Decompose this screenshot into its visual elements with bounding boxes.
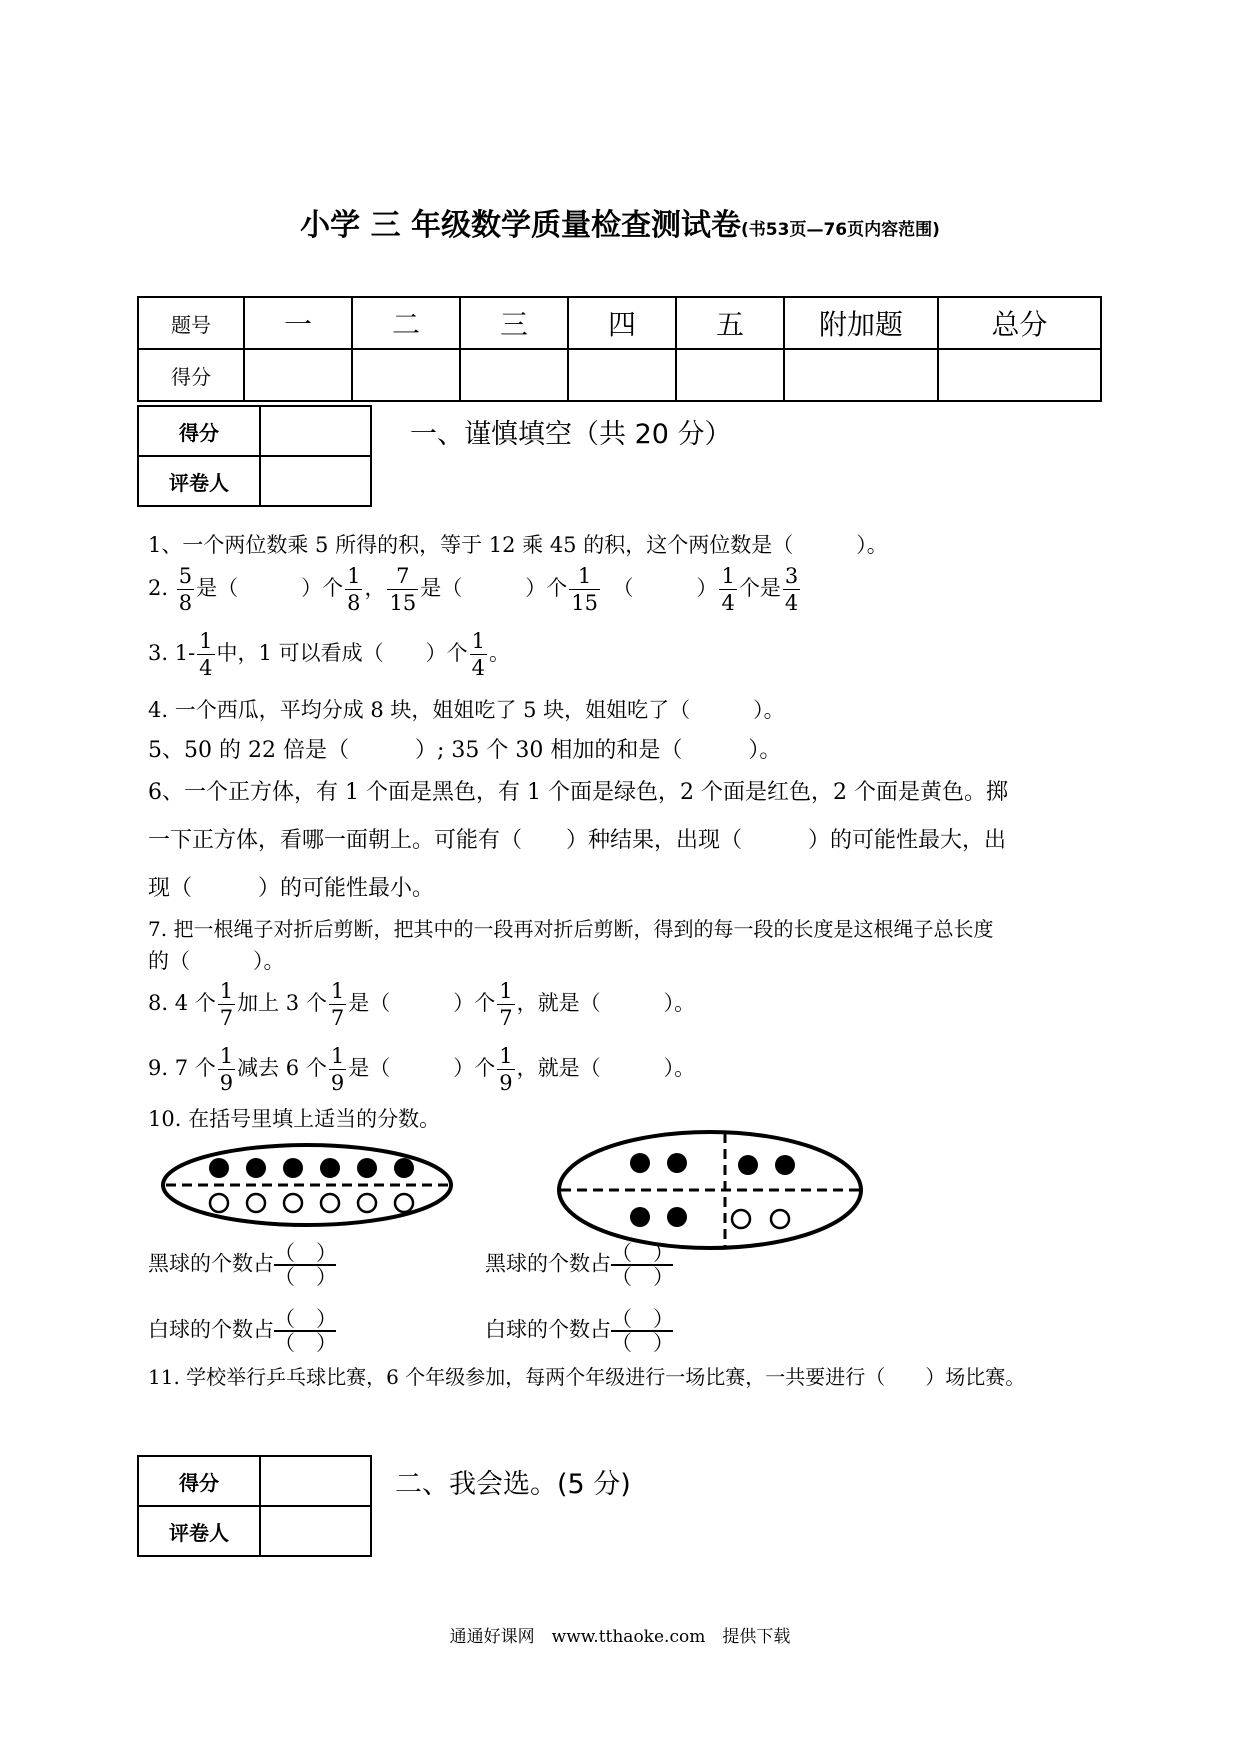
black-ball <box>394 1158 414 1178</box>
grader-name-cell[interactable] <box>260 456 371 506</box>
score-cell[interactable] <box>938 349 1101 401</box>
white-ball <box>358 1194 376 1212</box>
q10-black-right <box>485 1242 673 1288</box>
q9-text: 是（ ）个 <box>348 1056 496 1080</box>
question-8 <box>148 978 695 1031</box>
question-2 <box>148 563 802 616</box>
score-cell[interactable] <box>244 349 352 401</box>
black-ball <box>667 1207 687 1227</box>
grader-name-label: 评卷人 <box>138 456 260 506</box>
answer-fraction[interactable]: （ ） （ ） <box>611 1307 674 1355</box>
fraction: $\frac{5}{8}$ <box>178 564 193 615</box>
q2-text: ， <box>364 576 386 600</box>
question-5: 5、50 的 22 倍是（ ）; 35 个 30 相加的和是（ ）。 <box>148 738 782 763</box>
white-ball <box>395 1194 413 1212</box>
score-cell[interactable] <box>676 349 784 401</box>
q3-text: 。 <box>488 641 510 665</box>
question-6-line2: 一下正方体，看哪一面朝上。可能有（ ）种结果，出现（ ）的可能性最大，出 <box>148 828 1007 853</box>
q10-label: 黑球的个数占 <box>485 1251 611 1276</box>
black-ball <box>630 1207 650 1227</box>
grader-box-2 <box>137 1455 372 1557</box>
answer-fraction[interactable]: （ ） （ ） <box>274 1241 337 1289</box>
question-1: 1、一个两位数乘 5 所得的积，等于 12 乘 45 的积，这个两位数是（ ）。 <box>148 533 888 557</box>
section1-title: 一、谨慎填空（共 20 分） <box>410 419 732 450</box>
fraction: $\frac{1}{9}$ <box>499 1044 513 1095</box>
white-ball <box>321 1194 339 1212</box>
black-ball <box>630 1153 650 1173</box>
q9-text: ，就是（ ）。 <box>516 1056 696 1080</box>
black-ball <box>209 1158 229 1178</box>
question-6-line1: 6、一个正方体，有 1 个面是黑色，有 1 个面是绿色，2 个面是红色，2 个面是黄色。掷 <box>148 780 1008 805</box>
question-3 <box>148 628 510 681</box>
score-col-1: 一 <box>244 297 352 349</box>
q9-prefix: 9. 7 个 <box>148 1056 216 1080</box>
score-row-label-score: 得分 <box>138 349 244 401</box>
q10-label: 白球的个数占 <box>485 1317 611 1342</box>
q3-prefix: 3. 1- <box>148 641 196 665</box>
black-ball <box>357 1158 377 1178</box>
fraction: $\frac{1}{8}$ <box>347 564 361 615</box>
grader-score-cell[interactable] <box>260 406 371 456</box>
score-cell[interactable] <box>352 349 460 401</box>
grader-name-cell[interactable] <box>260 1506 371 1556</box>
black-ball <box>738 1155 758 1175</box>
grader-box-1 <box>137 405 372 507</box>
white-ball <box>284 1194 302 1212</box>
score-table <box>137 296 1102 402</box>
score-cell[interactable] <box>460 349 568 401</box>
q2-text: 个是 <box>738 576 781 600</box>
question-6-line3: 现（ ）的可能性最小。 <box>148 876 435 901</box>
fraction: $\frac{1}{4}$ <box>471 629 485 680</box>
score-col-3: 三 <box>460 297 568 349</box>
score-value-row <box>138 349 1101 401</box>
white-ball <box>247 1194 265 1212</box>
score-col-2: 二 <box>352 297 460 349</box>
q9-text: 减去 6 个 <box>237 1056 327 1080</box>
title-main: 小学 三 年级数学质量检查测试卷 <box>300 208 742 243</box>
fraction: $\frac{7}{15}$ <box>389 564 417 615</box>
score-col-total: 总分 <box>938 297 1101 349</box>
white-ball <box>210 1194 228 1212</box>
fraction: $\frac{3}{4}$ <box>784 564 799 615</box>
fraction: $\frac{1}{4}$ <box>721 564 735 615</box>
answer-fraction[interactable]: （ ） （ ） <box>274 1307 337 1355</box>
grader-name-label: 评卷人 <box>138 1506 260 1556</box>
q10-white-right <box>485 1308 673 1354</box>
footer: 通通好课网 www.tthaoke.com 提供下载 <box>449 1627 791 1647</box>
black-ball <box>246 1158 266 1178</box>
fraction: $\frac{1}{9}$ <box>219 1044 234 1095</box>
fraction: $\frac{1}{9}$ <box>330 1044 345 1095</box>
fraction: $\frac{1}{15}$ <box>571 564 598 615</box>
q8-text: ，就是（ ）。 <box>516 991 696 1015</box>
fraction: $\frac{1}{4}$ <box>199 629 213 680</box>
q3-text: 中，1 可以看成（ ）个 <box>216 641 468 665</box>
section2-title: 二、我会选。(5 分) <box>395 1469 631 1500</box>
q2-text: 是（ ）个 <box>420 576 568 600</box>
q8-prefix: 8. 4 个 <box>148 991 216 1015</box>
q10-black-left <box>148 1242 336 1288</box>
question-10: 10. 在括号里填上适当的分数。 <box>148 1107 441 1131</box>
right-ellipse-figure <box>555 1128 865 1254</box>
question-11: 11. 学校举行乒乓球比赛，6 个年级参加，每两个年级进行一场比赛，一共要进行（ ）场比赛。 <box>148 1365 1026 1389</box>
score-col-extra: 附加题 <box>784 297 938 349</box>
score-row-label-question: 题号 <box>138 297 244 349</box>
answer-fraction[interactable]: （ ） （ ） <box>611 1241 674 1289</box>
white-ball <box>771 1210 789 1228</box>
q2-text: （ ） <box>622 576 718 600</box>
grader-score-cell[interactable] <box>260 1456 371 1506</box>
q10-label: 白球的个数占 <box>148 1317 274 1342</box>
question-4: 4. 一个西瓜，平均分成 8 块，姐姐吃了 5 块，姐姐吃了（ ）。 <box>148 698 785 722</box>
score-cell[interactable] <box>784 349 938 401</box>
question-9 <box>148 1043 695 1096</box>
black-ball <box>667 1153 687 1173</box>
q10-label: 黑球的个数占 <box>148 1251 274 1276</box>
left-ellipse-figure <box>160 1140 470 1235</box>
question-7-line1: 7. 把一根绳子对折后剪断，把其中的一段再对折后剪断，得到的每一段的长度是这根绳子总长度 <box>148 917 994 941</box>
black-ball <box>320 1158 340 1178</box>
score-col-4: 四 <box>568 297 676 349</box>
white-ball <box>732 1210 750 1228</box>
score-cell[interactable] <box>568 349 676 401</box>
score-header-row <box>138 297 1101 349</box>
q2-text: 是（ ）个 <box>196 576 344 600</box>
grader-score-label: 得分 <box>138 1456 260 1506</box>
q2-prefix: 2. <box>148 576 169 600</box>
fraction: $\frac{1}{7}$ <box>330 979 345 1030</box>
grader-score-label: 得分 <box>138 406 260 456</box>
black-ball <box>775 1155 795 1175</box>
question-7-line2: 的（ ）。 <box>148 949 285 973</box>
score-col-5: 五 <box>676 297 784 349</box>
q8-text: 是（ ）个 <box>348 991 496 1015</box>
page-title <box>0 200 1240 244</box>
q10-white-left <box>148 1308 336 1354</box>
title-scope: (书53页—76页内容范围) <box>741 220 940 240</box>
q8-text: 加上 3 个 <box>237 991 327 1015</box>
fraction: $\frac{1}{7}$ <box>499 979 513 1030</box>
fraction: $\frac{1}{7}$ <box>219 979 234 1030</box>
black-ball <box>283 1158 303 1178</box>
